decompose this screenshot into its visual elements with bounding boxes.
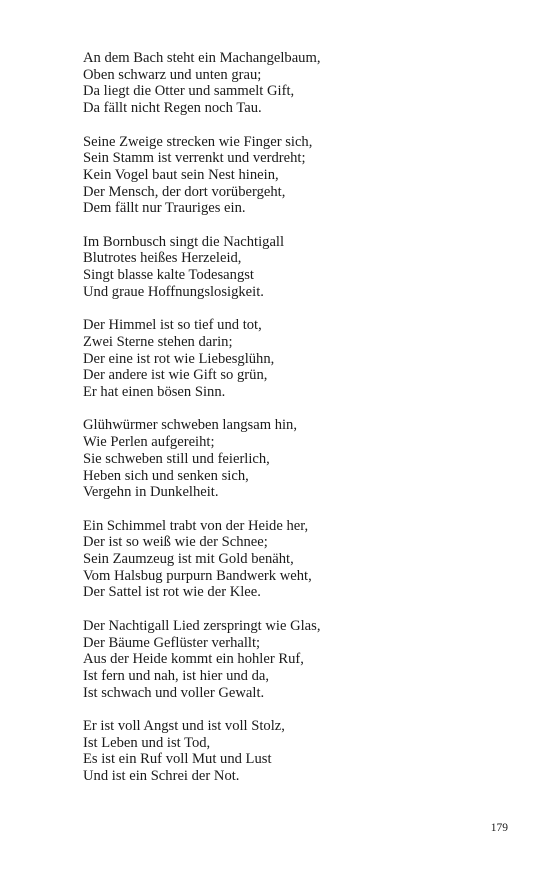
stanza-6 bbox=[83, 518, 503, 602]
poem-line: Ist Leben und ist Tod, bbox=[83, 734, 211, 751]
stanza-4 bbox=[83, 317, 503, 401]
poem-line: Der Bäume Geflüster verhallt; bbox=[83, 634, 261, 651]
poem-line: Vergehn in Dunkelheit. bbox=[83, 484, 219, 501]
poem-line: Ein Schimmel trabt von der Heide her, bbox=[83, 517, 309, 534]
poem-line: Seine Zweige strecken wie Finger sich, bbox=[83, 133, 313, 150]
poem-line: Ist schwach und voller Gewalt. bbox=[83, 684, 265, 701]
poem-line: Heben sich und senken sich, bbox=[83, 467, 249, 484]
poem-line: Oben schwarz und unten grau; bbox=[83, 66, 262, 83]
poem-line: Sein Zaumzeug ist mit Gold benäht, bbox=[83, 551, 294, 568]
poem-line: Er hat einen bösen Sinn. bbox=[83, 384, 226, 401]
poem-line: Es ist ein Ruf voll Mut und Lust bbox=[83, 751, 272, 768]
poem-line: Ist fern und nah, ist hier und da, bbox=[83, 667, 270, 684]
poem-line: Der Himmel ist so tief und tot, bbox=[83, 317, 262, 334]
stanza-1 bbox=[83, 50, 503, 117]
poem-line: Der Nachtigall Lied zerspringt wie Glas, bbox=[83, 617, 321, 634]
poem-line: An dem Bach steht ein Machangelbaum, bbox=[83, 50, 321, 66]
poem-line: Und graue Hoffnungslosigkeit. bbox=[83, 283, 264, 300]
stanza-3 bbox=[83, 234, 503, 301]
stanza-5 bbox=[83, 417, 503, 501]
stanza-2 bbox=[83, 134, 503, 218]
poem-line: Er ist voll Angst und ist voll Stolz, bbox=[83, 718, 285, 735]
poem-line: Blutrotes heißes Herzeleid, bbox=[83, 250, 242, 267]
poem-line: Im Bornbusch singt die Nachtigall bbox=[83, 233, 285, 250]
page-number: 179 bbox=[490, 822, 508, 834]
poem-line: Zwei Sterne stehen darin; bbox=[83, 333, 233, 350]
poem-line: Singt blasse kalte Todesangst bbox=[83, 267, 254, 284]
poem-line: Und ist ein Schrei der Not. bbox=[83, 768, 240, 785]
poem-line: Kein Vogel baut sein Nest hinein, bbox=[83, 166, 279, 183]
poem-line: Der Mensch, der dort vorübergeht, bbox=[83, 183, 286, 200]
stanza-7 bbox=[83, 618, 503, 702]
poem-line: Der eine ist rot wie Liebesglühn, bbox=[83, 350, 275, 367]
poem-line: Der andere ist wie Gift so grün, bbox=[83, 367, 268, 384]
poem-line: Sein Stamm ist verrenkt und verdreht; bbox=[83, 150, 306, 167]
poem-line: Der Sattel ist rot wie der Klee. bbox=[83, 584, 261, 601]
poem-line: Wie Perlen aufgereiht; bbox=[83, 434, 215, 451]
poem-line: Sie schweben still und feierlich, bbox=[83, 450, 270, 467]
poem-line: Da fällt nicht Regen noch Tau. bbox=[83, 100, 262, 117]
poem-line: Da liegt die Otter und sammelt Gift, bbox=[83, 83, 295, 100]
poem-line: Dem fällt nur Trauriges ein. bbox=[83, 200, 246, 217]
poem-line: Aus der Heide kommt ein hohler Ruf, bbox=[83, 651, 304, 668]
poem-line: Der ist so weiß wie der Schnee; bbox=[83, 534, 268, 551]
poem-line: Glühwürmer schweben langsam hin, bbox=[83, 417, 297, 434]
poem-line: Vom Halsbug purpurn Bandwerk weht, bbox=[83, 567, 312, 584]
poem bbox=[83, 50, 503, 802]
stanza-8 bbox=[83, 718, 503, 785]
